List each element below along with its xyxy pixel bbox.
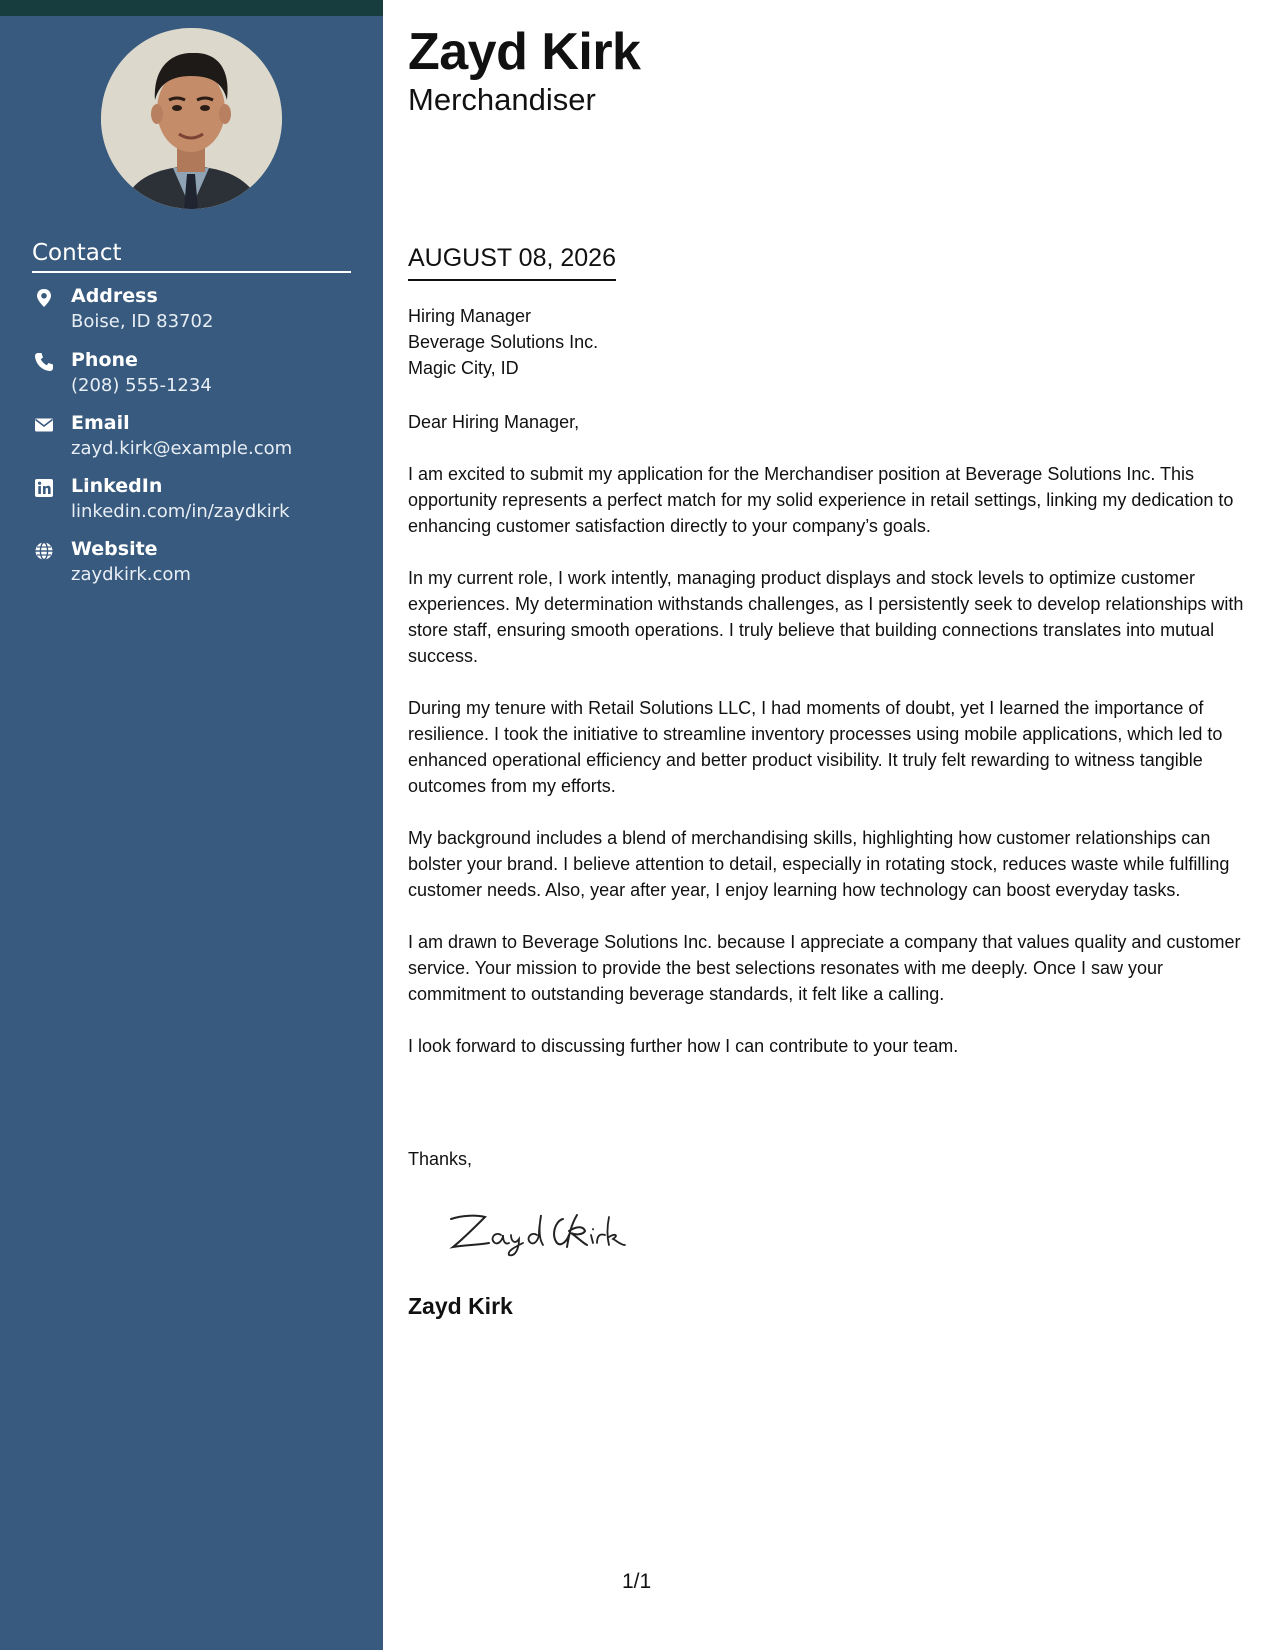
letter-body (408, 409, 1248, 1085)
signer-name: Zayd Kirk (408, 1293, 513, 1319)
handwritten-signature (445, 1205, 635, 1257)
letter-paragraph: I look forward to discussing further how I can contribute to your team. (408, 1036, 959, 1056)
letter-paragraph: I am excited to submit my application for the Merchandiser position at Beverage Solutions Inc. This opportunity represents a perfect match for my solid experience in retail settings, linking my dedication to enhancing customer satisfaction directly to your company’s goals. (408, 464, 1234, 536)
profile-photo-illustration (101, 28, 282, 209)
signature-drawing (445, 1205, 635, 1257)
contact-label: Website (71, 538, 158, 560)
contact-value: zayd.kirk@example.com (71, 438, 293, 459)
recipient-line: Hiring Manager (408, 306, 532, 326)
contact-value: (208) 555-1234 (71, 375, 212, 396)
envelope-icon (34, 415, 54, 435)
letter-paragraph: I am drawn to Beverage Solutions Inc. because I appreciate a company that values quality and customer service. Your mission to provide the best selections resonates with me deeply. Once I saw your commitment to outstanding beverage standards, it felt like a calling. (408, 932, 1241, 1004)
contact-label: Email (71, 412, 130, 434)
letter-paragraph: In my current role, I work intently, managing product displays and stock levels to optimize customer experiences. My determination withstands challenges, as I persistently seek to develop relationships with store staff, ensuring smooth operations. I truly believe that building connections translates into mutual success. (408, 568, 1244, 666)
sidebar-top-bar (0, 0, 383, 16)
sidebar (0, 0, 383, 1650)
signoff: Thanks, (408, 1149, 473, 1169)
contact-phone (32, 349, 362, 401)
phone-icon (34, 352, 54, 372)
contact-label: Address (71, 285, 158, 307)
recipient-line: Beverage Solutions Inc. (408, 332, 599, 352)
contact-label: LinkedIn (71, 475, 163, 497)
contact-value: zaydkirk.com (71, 564, 191, 585)
contact-email (32, 412, 362, 464)
globe-icon (34, 541, 54, 561)
contact-heading: Contact (32, 240, 351, 273)
letter-date: AUGUST 08, 2026 (408, 244, 616, 281)
contact-website (32, 538, 362, 590)
contact-value: linkedin.com/in/zaydkirk (71, 501, 290, 522)
contact-label: Phone (71, 349, 138, 371)
applicant-name: Zayd Kirk (408, 23, 641, 81)
page-number: 1/1 (622, 1570, 652, 1593)
contact-linkedin (32, 475, 362, 527)
linkedin-icon (34, 478, 54, 498)
salutation: Dear Hiring Manager, (408, 412, 580, 432)
applicant-job-title: Merchandiser (408, 82, 596, 117)
profile-photo (101, 28, 282, 209)
letter-paragraph: During my tenure with Retail Solutions LLC, I had moments of doubt, yet I learned the importance of resilience. I took the initiative to streamline inventory processes using mobile applications, which led to enhanced operational efficiency and better product visibility. It truly felt rewarding to witness tangible outcomes from my efforts. (408, 698, 1223, 796)
recipient-block (408, 303, 598, 381)
location-pin-icon (34, 288, 54, 308)
contact-value: Boise, ID 83702 (71, 311, 214, 332)
contact-address (32, 285, 362, 337)
recipient-line: Magic City, ID (408, 358, 519, 378)
letter-paragraph: My background includes a blend of merchandising skills, highlighting how customer relationships can bolster your brand. I believe attention to detail, especially in rotating stock, reduces waste while fulfilling customer needs. Also, year after year, I enjoy learning how technology can boost everyday tasks. (408, 828, 1230, 900)
